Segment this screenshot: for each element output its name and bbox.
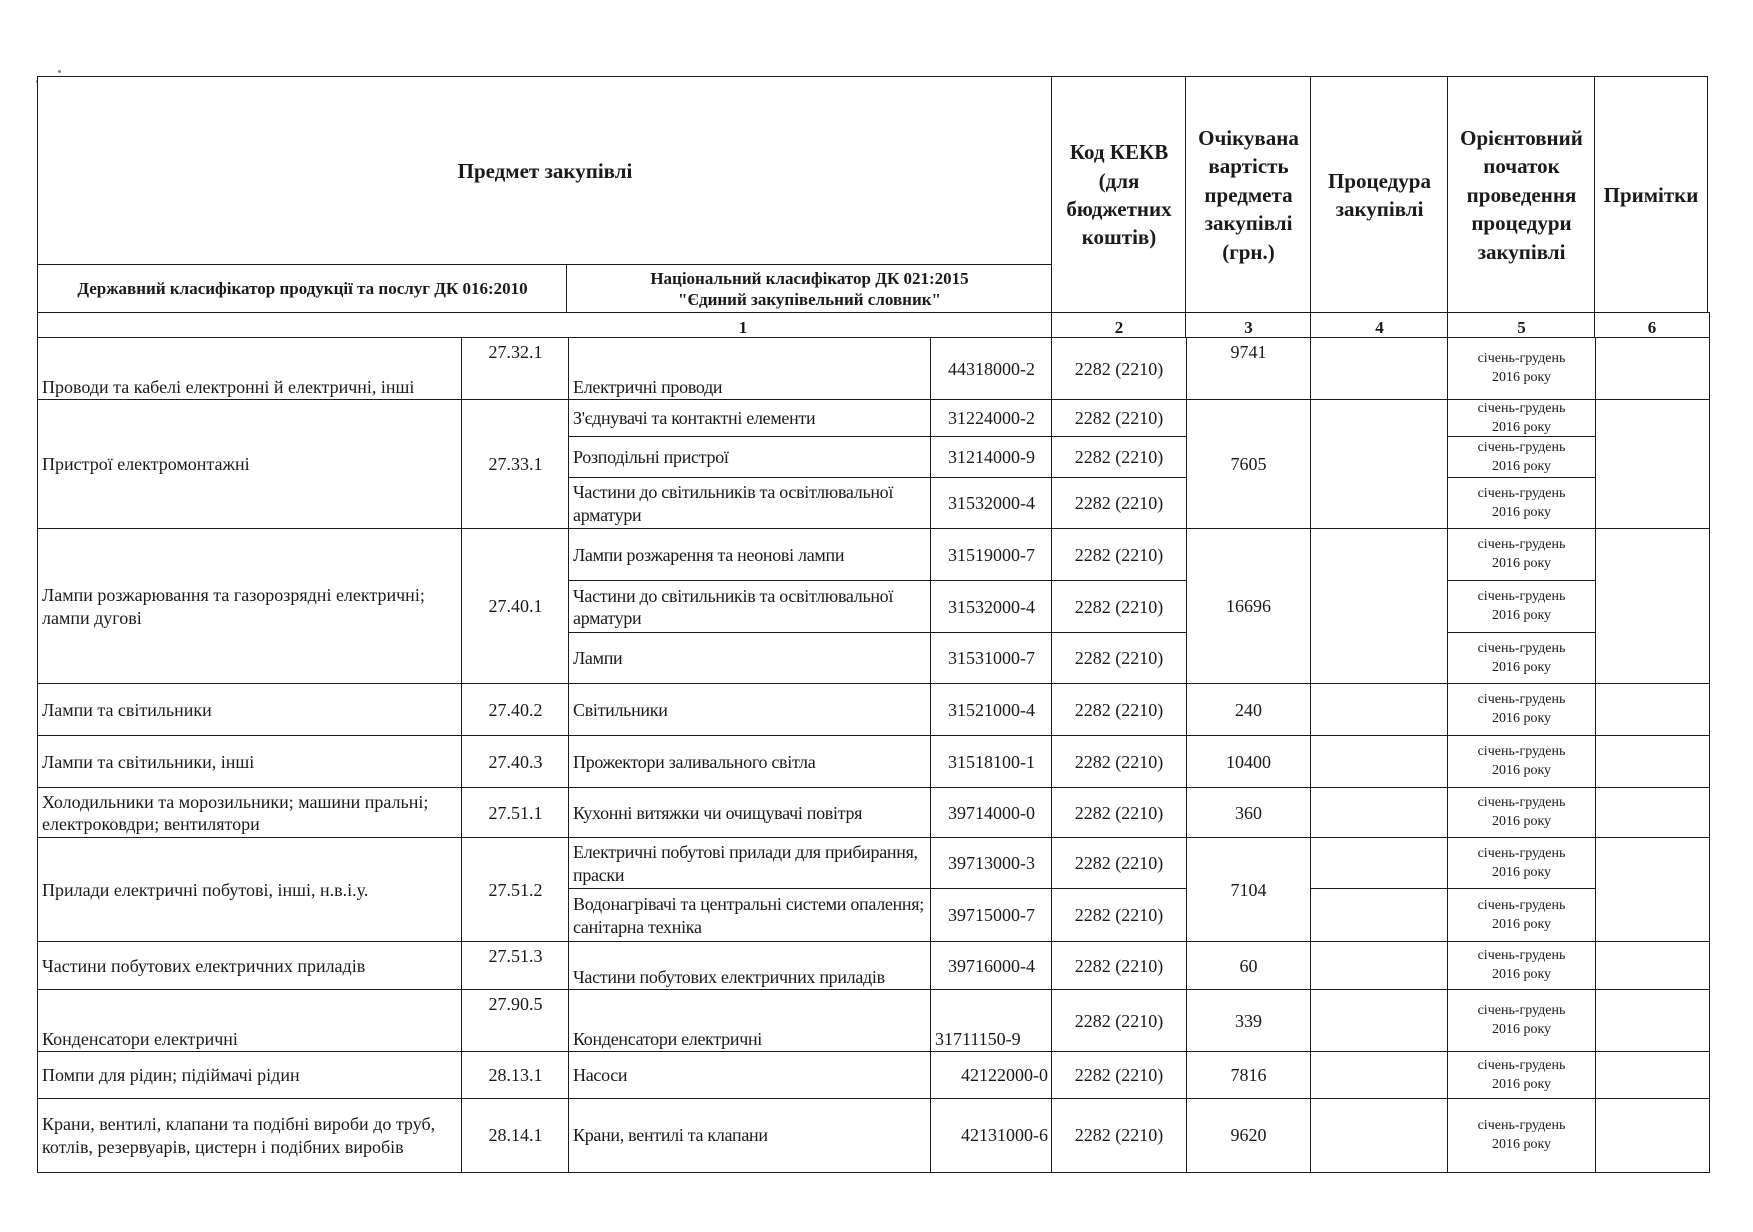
dk016-name: Пристрої електромонтажні <box>37 399 463 530</box>
dk016-name: Лампи та світильники <box>37 683 463 737</box>
dk021-name: Кухонні витяжки чи очищувачі повітря <box>568 787 932 839</box>
dk016-code: 28.13.1 <box>461 1051 570 1100</box>
kekv-code: 2282 (2210) <box>1051 528 1187 582</box>
dk021-code: 31711150-9 <box>930 989 1053 1053</box>
procurement-start-date: січень-грудень 2016 року <box>1447 837 1596 890</box>
notes-cell <box>1594 735 1710 789</box>
dk021-name: Світильники <box>568 683 932 737</box>
header-procedure: Процедура закупівлі <box>1310 76 1449 314</box>
kekv-code: 2282 (2210) <box>1051 632 1187 685</box>
procurement-start-date: січень-грудень 2016 року <box>1447 632 1596 685</box>
notes-cell <box>1594 1098 1710 1173</box>
notes-cell <box>1594 787 1710 839</box>
dk021-name: Прожектори заливального світла <box>568 735 932 789</box>
expected-cost: 7104 <box>1185 837 1312 943</box>
dk016-code: 27.51.2 <box>461 837 570 943</box>
dk016-code: 27.40.3 <box>461 735 570 789</box>
procurement-start-date: січень-грудень 2016 року <box>1447 436 1596 479</box>
procurement-start-date: січень-грудень 2016 року <box>1447 337 1596 401</box>
expected-cost: 7816 <box>1185 1051 1312 1100</box>
kekv-code: 2282 (2210) <box>1051 337 1187 401</box>
procurement-start-date: січень-грудень 2016 року <box>1447 477 1596 530</box>
procurement-start-date: січень-грудень 2016 року <box>1447 1051 1596 1100</box>
column-number-1: 1 <box>37 312 1053 339</box>
dk021-name: Розподільні пристрої <box>568 436 932 479</box>
header-dk016: Державний класифікатор продукції та послуг ДК 016:2010 <box>37 264 568 314</box>
kekv-code: 2282 (2210) <box>1051 1098 1187 1173</box>
header-subject: Предмет закупівлі <box>37 76 1053 266</box>
procurement-start-date: січень-грудень 2016 року <box>1447 528 1596 582</box>
dk021-code: 31224000-2 <box>930 399 1053 438</box>
notes-cell <box>1594 528 1710 685</box>
dk016-name: Конденсатори електричні <box>37 989 463 1053</box>
dk021-name: З'єднувачі та контактні елементи <box>568 399 932 438</box>
procedure-cell <box>1310 528 1449 685</box>
procedure-cell <box>1310 989 1449 1053</box>
column-number-4: 4 <box>1310 312 1449 339</box>
expected-cost: 360 <box>1185 787 1312 839</box>
dk021-code: 44318000-2 <box>930 337 1053 401</box>
expected-cost: 339 <box>1185 989 1312 1053</box>
dk021-name: Крани, вентилі та клапани <box>568 1098 932 1173</box>
header-dk021-line2: "Єдиний закупівельний словник" <box>678 290 941 309</box>
dk016-name: Помпи для рідин; підіймачі рідин <box>37 1051 463 1100</box>
dk016-name: Проводи та кабелі електронні й електричні, інші <box>37 337 463 401</box>
dk021-code: 39714000-0 <box>930 787 1053 839</box>
dk016-name: Крани, вентилі, клапани та подібні вироби до труб, котлів, резервуарів, цистерн і подібних виробів <box>37 1098 463 1173</box>
procurement-start-date: січень-грудень 2016 року <box>1447 787 1596 839</box>
dk021-name: Лампи <box>568 632 932 685</box>
dk021-name: Частини побутових електричних приладів <box>568 941 932 991</box>
expected-cost: 9741 <box>1185 337 1312 401</box>
dk021-name: Лампи розжарення та неонові лампи <box>568 528 932 582</box>
expected-cost: 60 <box>1185 941 1312 991</box>
header-kekv: Код КЕКВ (для бюджетних коштів) <box>1051 76 1187 314</box>
notes-cell <box>1594 837 1710 943</box>
procurement-start-date: січень-грудень 2016 року <box>1447 683 1596 737</box>
expected-cost: 9620 <box>1185 1098 1312 1173</box>
dk021-code: 31531000-7 <box>930 632 1053 685</box>
procurement-start-date: січень-грудень 2016 року <box>1447 399 1596 438</box>
dk016-code: 27.32.1 <box>461 337 570 401</box>
dk016-code: 27.51.1 <box>461 787 570 839</box>
dk016-name: Частини побутових електричних приладів <box>37 941 463 991</box>
procurement-start-date: січень-грудень 2016 року <box>1447 941 1596 991</box>
dk021-code: 31532000-4 <box>930 477 1053 530</box>
notes-cell <box>1594 989 1710 1053</box>
procedure-cell <box>1310 1051 1449 1100</box>
kekv-code: 2282 (2210) <box>1051 683 1187 737</box>
kekv-code: 2282 (2210) <box>1051 837 1187 890</box>
kekv-code: 2282 (2210) <box>1051 436 1187 479</box>
dk021-code: 31521000-4 <box>930 683 1053 737</box>
header-start: Орієнтовний початок проведення процедури закупівлі <box>1447 76 1596 314</box>
procedure-cell <box>1310 837 1449 890</box>
dk021-code: 31214000-9 <box>930 436 1053 479</box>
dk021-code: 39715000-7 <box>930 888 1053 943</box>
dk021-code: 31532000-4 <box>930 580 1053 634</box>
dk021-code: 31518100-1 <box>930 735 1053 789</box>
kekv-code: 2282 (2210) <box>1051 580 1187 634</box>
procurement-start-date: січень-грудень 2016 року <box>1447 989 1596 1053</box>
dk016-name: Прилади електричні побутові, інші, н.в.і.у. <box>37 837 463 943</box>
dk021-name: Насоси <box>568 1051 932 1100</box>
dk016-name: Лампи та світильники, інші <box>37 735 463 789</box>
kekv-code: 2282 (2210) <box>1051 735 1187 789</box>
kekv-code: 2282 (2210) <box>1051 888 1187 943</box>
dk016-code: 27.90.5 <box>461 989 570 1053</box>
procurement-start-date: січень-грудень 2016 року <box>1447 888 1596 943</box>
procedure-cell <box>1310 888 1449 943</box>
notes-cell <box>1594 941 1710 991</box>
notes-cell <box>1594 683 1710 737</box>
procurement-start-date: січень-грудень 2016 року <box>1447 1098 1596 1173</box>
dk021-code: 39716000-4 <box>930 941 1053 991</box>
dk021-name: Водонагрівачі та центральні системи опалення; санітарна техніка <box>568 888 932 943</box>
procurement-start-date: січень-грудень 2016 року <box>1447 735 1596 789</box>
column-number-2: 2 <box>1051 312 1187 339</box>
dk021-name: Електричні побутові прилади для прибирання, праски <box>568 837 932 890</box>
procedure-cell <box>1310 399 1449 530</box>
header-cost: Очікувана вартість предмета закупівлі (грн.) <box>1185 76 1312 314</box>
dk021-name: Конденсатори електричні <box>568 989 932 1053</box>
kekv-code: 2282 (2210) <box>1051 1051 1187 1100</box>
column-number-5: 5 <box>1447 312 1596 339</box>
column-number-6: 6 <box>1594 312 1710 339</box>
procurement-start-date: січень-грудень 2016 року <box>1447 580 1596 634</box>
notes-cell <box>1594 337 1710 401</box>
expected-cost: 240 <box>1185 683 1312 737</box>
dk021-name: Частини до світильників та освітлювальної арматури <box>568 477 932 530</box>
header-dk021 <box>566 264 1053 314</box>
header-dk021-line1: Національний класифікатор ДК 021:2015 <box>650 268 969 288</box>
dk016-code: 27.51.3 <box>461 941 570 991</box>
notes-cell <box>1594 1051 1710 1100</box>
dk021-name: Частини до світильників та освітлювальної арматури <box>568 580 932 634</box>
dk021-code: 31519000-7 <box>930 528 1053 582</box>
notes-cell <box>1594 399 1710 530</box>
dk021-name: Електричні проводи <box>568 337 932 401</box>
dk021-code: 42122000-0 <box>930 1051 1053 1100</box>
dk016-name: Лампи розжарювання та газорозрядні електричні; лампи дугові <box>37 528 463 685</box>
procedure-cell <box>1310 683 1449 737</box>
kekv-code: 2282 (2210) <box>1051 477 1187 530</box>
expected-cost: 16696 <box>1185 528 1312 685</box>
scan-speck <box>58 70 61 73</box>
kekv-code: 2282 (2210) <box>1051 941 1187 991</box>
kekv-code: 2282 (2210) <box>1051 787 1187 839</box>
dk016-code: 27.40.1 <box>461 528 570 685</box>
expected-cost: 7605 <box>1185 399 1312 530</box>
procedure-cell <box>1310 337 1449 401</box>
kekv-code: 2282 (2210) <box>1051 399 1187 438</box>
dk016-code: 28.14.1 <box>461 1098 570 1173</box>
procedure-cell <box>1310 787 1449 839</box>
dk016-name: Холодильники та морозильники; машини пральні; електроковдри; вентилятори <box>37 787 463 839</box>
dk021-code: 42131000-6 <box>930 1098 1053 1173</box>
kekv-code: 2282 (2210) <box>1051 989 1187 1053</box>
dk021-code: 39713000-3 <box>930 837 1053 890</box>
expected-cost: 10400 <box>1185 735 1312 789</box>
header-notes: Примітки <box>1594 76 1708 314</box>
procedure-cell <box>1310 941 1449 991</box>
dk016-code: 27.33.1 <box>461 399 570 530</box>
procedure-cell <box>1310 1098 1449 1173</box>
procedure-cell <box>1310 735 1449 789</box>
dk016-code: 27.40.2 <box>461 683 570 737</box>
column-number-3: 3 <box>1185 312 1312 339</box>
